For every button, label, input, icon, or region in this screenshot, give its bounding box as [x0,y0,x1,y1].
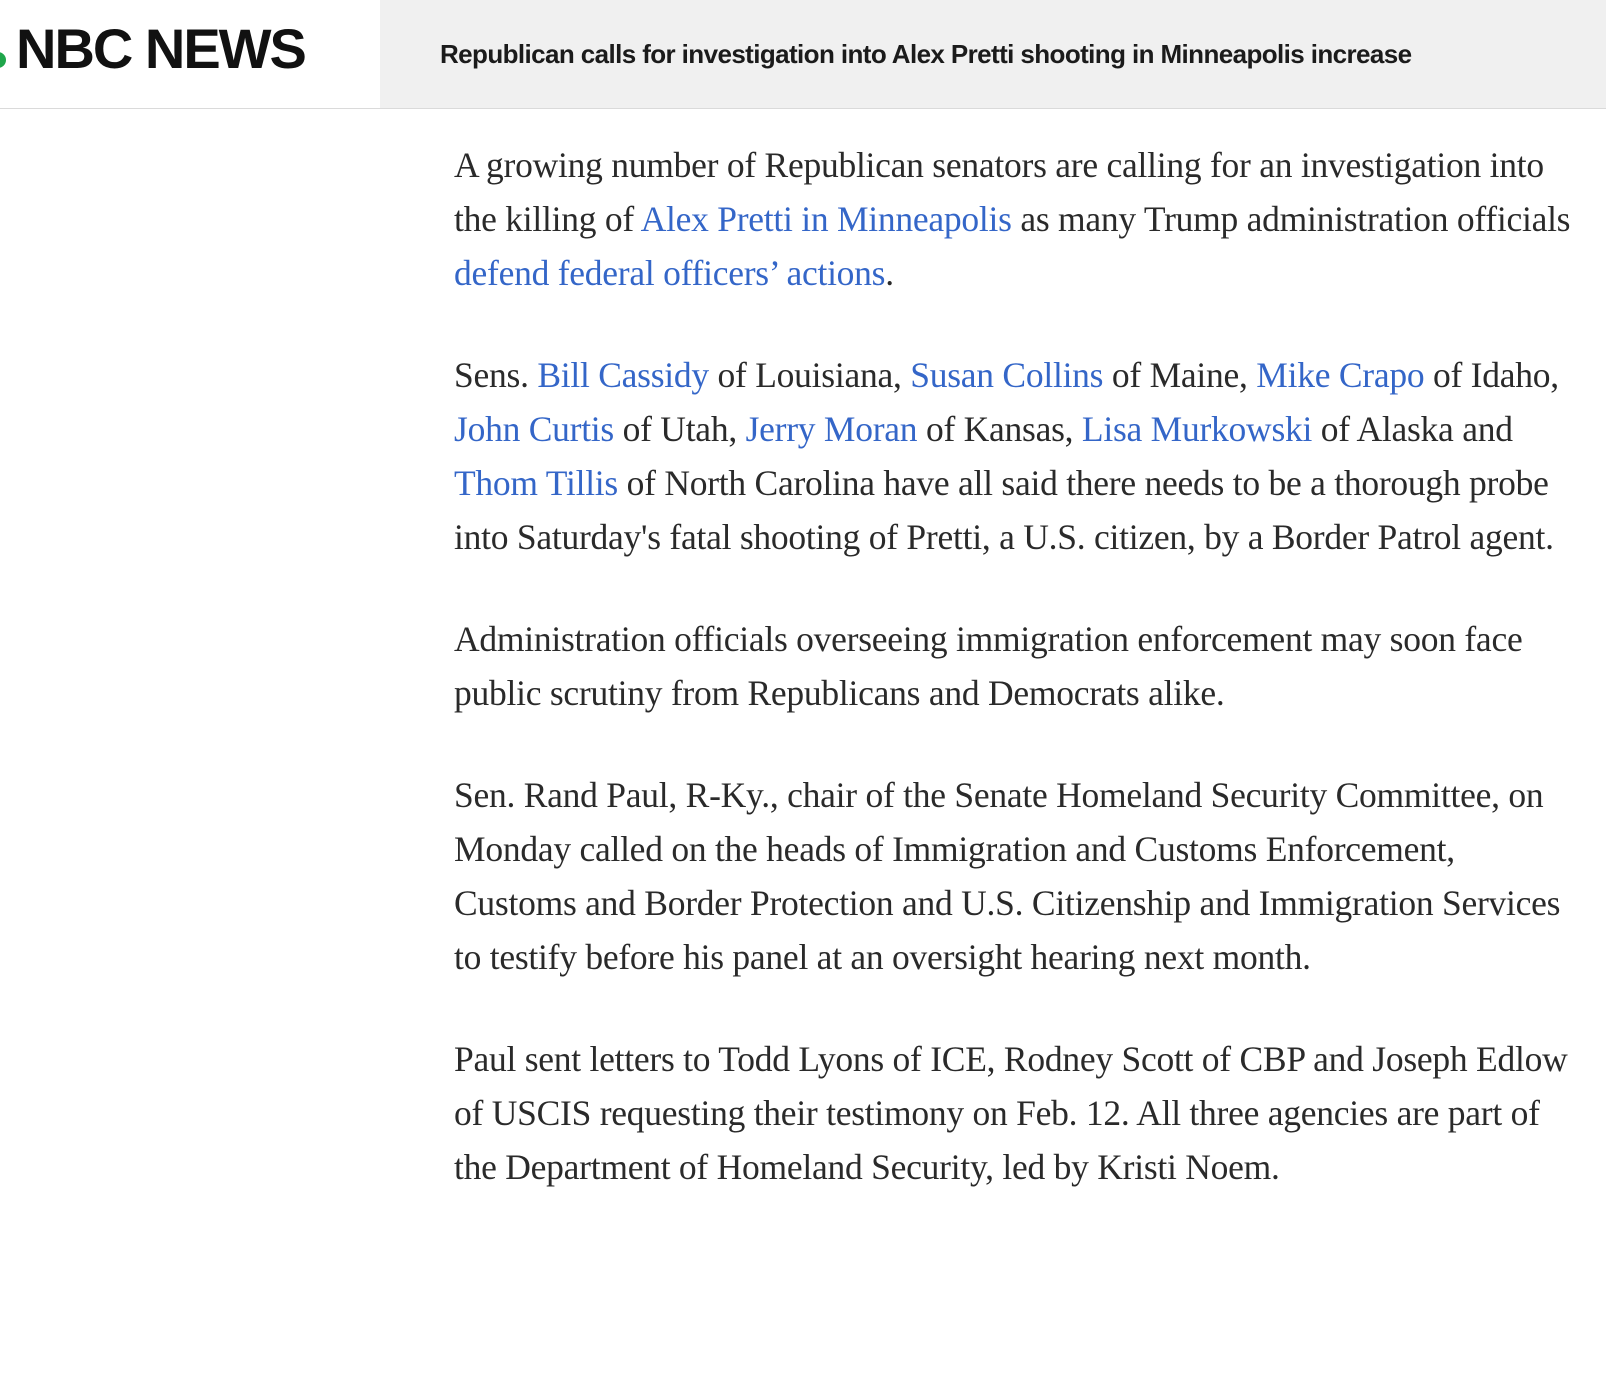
link-bill-cassidy[interactable]: Bill Cassidy [537,355,709,395]
text-span: of North Carolina have all said there needs to be a thorough probe into Saturday's fatal shooting of Pretti, a U.S. citizen, by a Border Patrol agent. [454,463,1554,557]
link-alex-pretti-in-minneapolis[interactable]: Alex Pretti in Minneapolis [640,199,1012,239]
text-span: of Utah, [613,409,746,449]
link-jerry-moran[interactable]: Jerry Moran [745,409,918,449]
article-paragraph-4: Sen. Rand Paul, R-Ky., chair of the Senate Homeland Security Committee, on Monday called on the heads of Immigration and Customs Enforcement, Customs and Border Protection and U.S. Citizenship and Immigration Services to testify before his panel at an oversight hearing next month. [454,775,1561,977]
link-mike-crapo[interactable]: Mike Crapo [1256,355,1425,395]
text-span: of Alaska and [1312,409,1513,449]
nbc-news-logo[interactable] [0,0,380,108]
sticky-headline-bar [380,0,1606,108]
text-span: as many Trump administration officials [1011,199,1571,239]
header-headline[interactable]: Republican calls for investigation into Alex Pretti shooting in Minneapolis increase [440,38,1412,69]
article-paragraph-3: Administration officials overseeing immigration enforcement may soon face public scrutiny from Republicans and Democrats alike. [454,619,1523,713]
link-john-curtis[interactable]: John Curtis [454,409,614,449]
link-thom-tillis[interactable]: Thom Tillis [454,463,618,503]
text-span: of Maine, [1103,355,1257,395]
article-paragraph-1 [454,138,1574,300]
text-span: A growing number of Republican senators are calling for an investigation into the killing of [454,145,1544,239]
link-defend-federal-officers-actions[interactable]: defend federal officers’ actions [454,253,886,293]
site-header [0,0,1606,109]
logo-text: NBC NEWS [16,17,305,80]
text-span: Sens. [454,355,538,395]
peacock-icon [0,52,6,68]
text-span: of Idaho, [1424,355,1559,395]
article-paragraph-5: Paul sent letters to Todd Lyons of ICE, Rodney Scott of CBP and Joseph Edlow of USCIS requesting their testimony on Feb. 12. All three agencies are part of the Department of Homeland Security, led by Kristi Noem. [454,1039,1568,1187]
article-paragraph-2 [454,348,1574,564]
text-span: of Kansas, [917,409,1082,449]
article-body [454,138,1574,1242]
text-span: . [885,253,894,293]
link-susan-collins[interactable]: Susan Collins [910,355,1104,395]
text-span: of Louisiana, [708,355,911,395]
link-lisa-murkowski[interactable]: Lisa Murkowski [1081,409,1313,449]
